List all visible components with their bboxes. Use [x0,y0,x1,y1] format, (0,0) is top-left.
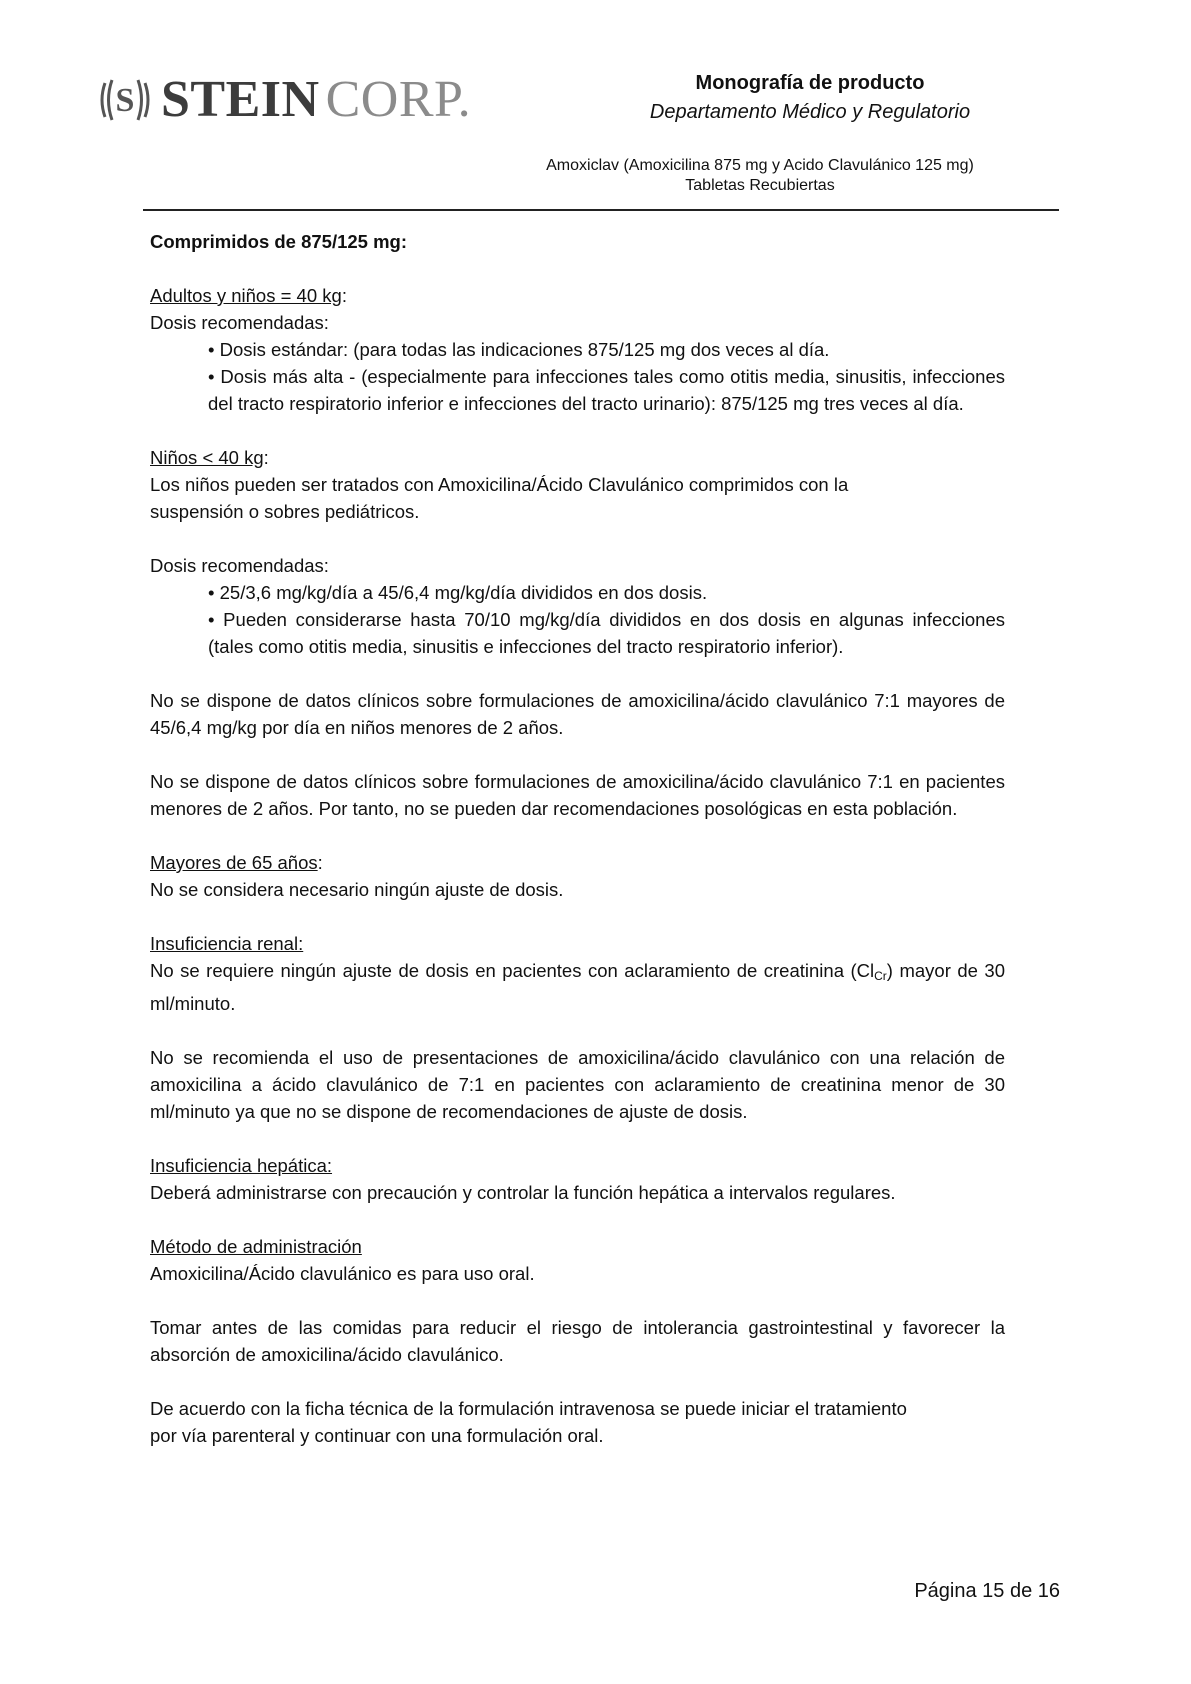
method-paragraph-2: Tomar antes de las comidas para reducir el riesgo de intolerancia gastrointestinal y favorecer la absorción de amoxicilina/ácido clavulánico. [150,1317,1005,1365]
adults-dosis-label: Dosis recomendadas: [150,312,329,333]
adults-bullet-2: • Dosis más alta - (especialmente para infecciones tales como otitis media, sinusitis, infecciones del tracto respiratorio inferior e infecciones del tracto urinario): 875/125 mg tres veces al día. [208,366,1005,414]
hepatic-paragraph: Deberá administrarse con precaución y controlar la función hepática a intervalos regulares. [150,1182,896,1203]
method-paragraph-3-line-2: por vía parenteral y continuar con una formulación oral. [150,1425,604,1446]
logo-corp: CORP. [325,71,472,128]
svg-text:S: S [115,82,135,119]
logo-wordmark [161,71,472,128]
adults-subheading: Adultos y niños = 40 kg: [150,285,347,306]
method-subheading: Método de administración [150,1236,362,1257]
renal-paragraph-1: No se requiere ningún ajuste de dosis en pacientes con aclaramiento de creatinina $(Cl_{Cr})$ mayor de 30 ml/minuto. [150,960,1005,1014]
page-number: Página 15 de 16 [914,1580,1060,1602]
elderly-subheading: Mayores de 65 años: [150,852,323,873]
kids-bullet-1: • 25/3,6 mg/kg/día a 45/6,4 mg/kg/día divididos en dos dosis. [208,582,708,603]
method-paragraph-3-line-1: De acuerdo con la ficha técnica de la formulación intravenosa se puede iniciar el tratamiento [150,1398,907,1419]
department-name: Departamento Médico y Regulatorio [649,101,971,123]
renal-paragraph-2: No se recomienda el uso de presentaciones de amoxicilina/ácido clavulánico con una relación de amoxicilina a ácido clavulánico de 7:1 en pacientes con aclaramiento de creatinina menor de 30 ml/minuto ya que no se dispone de recomendaciones de ajuste de dosis. [150,1047,1005,1122]
kids-paragraph: Los niños pueden ser tratados con Amoxicilina/Ácido Clavulánico comprimidos con la suspensión o sobres pediátricos. [150,474,849,522]
kids-dosis-label: Dosis recomendadas: [150,555,329,576]
kids-subheading: Niños < 40 kg: [150,447,269,468]
kids-bullet-2: • Pueden considerarse hasta 70/10 mg/kg/día divididos en dos dosis en algunas infecciones (tales como otitis media, sinusitis e infecciones del tracto respiratorio inferior). [208,609,1005,657]
logo-stein: STEIN [161,71,320,128]
elderly-paragraph: No se considera necesario ningún ajuste de dosis. [150,879,564,900]
document-title: Monografía de producto [695,72,925,94]
header-divider [143,209,1059,211]
no-data-paragraph-1: No se dispone de datos clínicos sobre formulaciones de amoxicilina/ácido clavulánico 7:1 mayores de 45/6,4 mg/kg por día en niños menores de 2 años. [150,690,1005,738]
no-data-paragraph-2: No se dispone de datos clínicos sobre formulaciones de amoxicilina/ácido clavulánico 7:1 en pacientes menores de 2 años. Por tanto, no se pueden dar recomendaciones posológicas en esta población. [150,771,1005,819]
method-paragraph-1: Amoxicilina/Ácido clavulánico es para uso oral. [150,1263,535,1284]
product-line-2: Tabletas Recubiertas [685,177,835,194]
document-body [150,228,1005,1449]
stein-logo-icon [97,75,153,125]
company-logo [97,70,471,130]
adults-bullet-1: • Dosis estándar: (para todas las indicaciones 875/125 mg dos veces al día. [208,339,830,360]
renal-subheading: Insuficiencia renal: [150,933,304,954]
hepatic-subheading: Insuficiencia hepática: [150,1155,333,1176]
product-line-1: Amoxiclav (Amoxicilina 875 mg y Acido Clavulánico 125 mg) [546,157,974,174]
product-description [480,156,1040,196]
section-heading: Comprimidos de 875/125 mg: [150,231,408,252]
